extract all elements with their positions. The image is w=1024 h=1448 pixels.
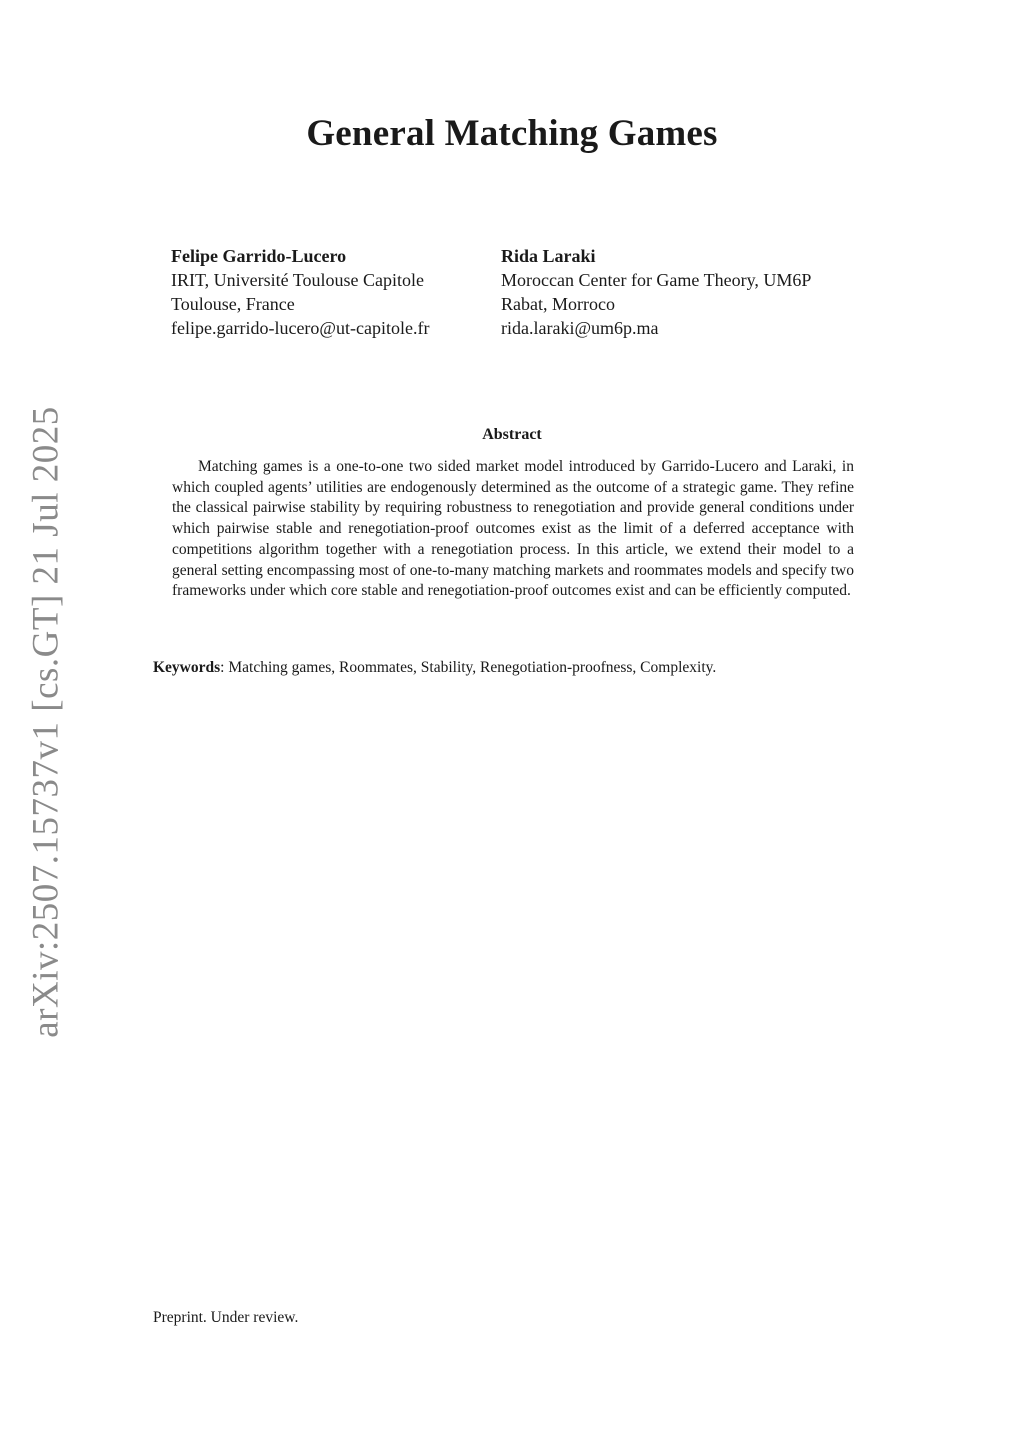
- author-affiliation: Moroccan Center for Game Theory, UM6P: [501, 270, 812, 290]
- author-affiliation: IRIT, Université Toulouse Capitole: [171, 270, 425, 290]
- paper-title: General Matching Games: [306, 113, 718, 154]
- abstract-heading: Abstract: [482, 426, 542, 443]
- author-location: Rabat, Morroco: [501, 294, 615, 314]
- author-name: Rida Laraki: [501, 246, 596, 266]
- arxiv-stamp: arXiv:2507.15737v1 [cs.GT] 21 Jul 2025: [25, 406, 67, 1038]
- author-block-2: [501, 244, 811, 340]
- abstract-body: Matching games is a one-to-one two sided market model introduced by Garrido-Lucero and Laraki, in which coupled agents’ utilities are endogenously determined as the outcome of a strategic game. They refine the classical pairwise stability by requiring robustness to renegotiation and provide general conditions under which pairwise stable and renegotiation-proof outcomes exist as the limit of a deferred acceptance with competitions algorithm together with a renegotiation process. In this article, we extend their model to a general setting encompassing most of one-to-many matching markets and roommates models and specify two frameworks under which core stable and renegotiation-proof outcomes exist and can be efficiently computed.: [172, 458, 854, 600]
- author-email: rida.laraki@um6p.ma: [501, 318, 659, 338]
- author-location: Toulouse, France: [171, 294, 295, 314]
- keywords: [153, 657, 873, 678]
- keywords-text: : Matching games, Roommates, Stability, Renegotiation-proofness, Complexity.: [220, 659, 717, 676]
- author-email: felipe.garrido-lucero@ut-capitole.fr: [171, 318, 430, 338]
- author-block-1: [171, 244, 429, 340]
- footnote: Preprint. Under review.: [153, 1309, 299, 1326]
- keywords-label: Keywords: [153, 659, 221, 676]
- author-name: Felipe Garrido-Lucero: [171, 246, 347, 266]
